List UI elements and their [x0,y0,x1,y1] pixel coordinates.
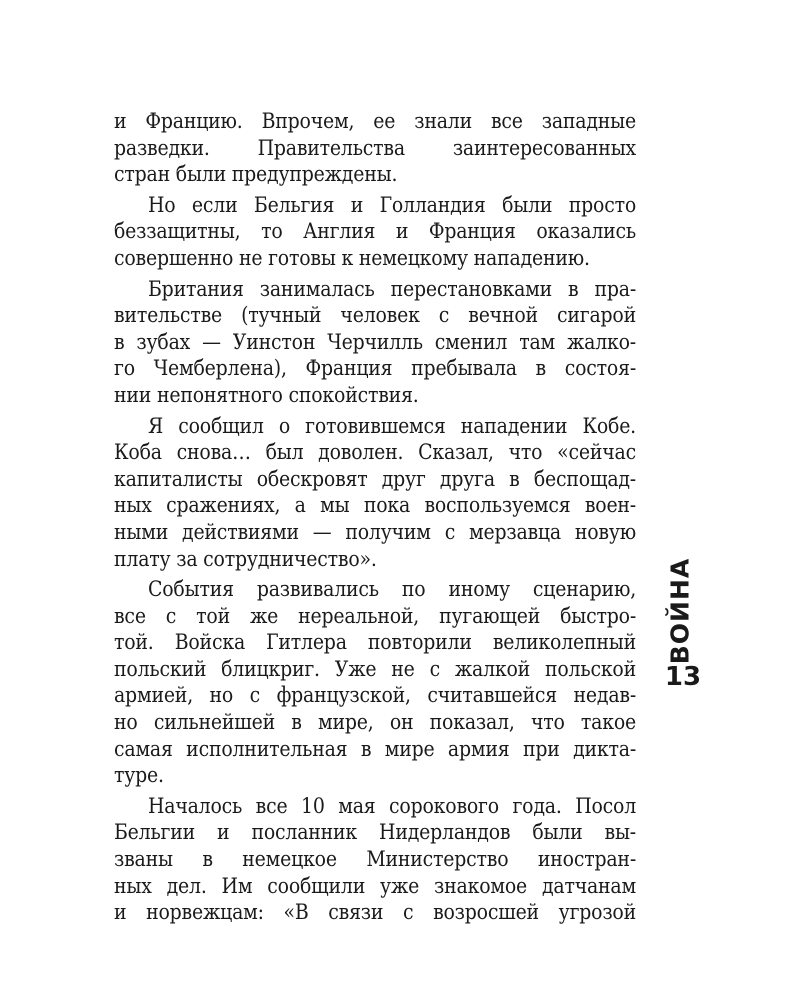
text-line: ных сражениях, а мы пока воспользуемся воен- [114,493,636,518]
text-line: туре. [114,763,164,788]
text-line: капиталисты обескровят друг друга в беспощад- [114,466,636,491]
text-line: Я сообщил о готовившемся нападении Кобе. [148,413,636,438]
text-line: в зубах — Уинстон Черчилль сменил там жалко- [114,329,636,354]
paragraph [114,276,636,409]
text-line: все с той же нереальной, пугающей быстро- [114,603,636,628]
text-line: плату за сотрудничество». [114,546,377,571]
running-head [660,557,700,665]
paragraph [114,413,636,573]
body-text [114,108,636,926]
text-line: и Францию. Впрочем, ее знали все западные [114,109,636,133]
paragraph [114,108,636,188]
text-line: Коба снова… был доволен. Сказал, что «сейчас [114,440,636,465]
running-head-label: ВОЙНА [665,557,695,665]
text-line: разведки. Правительства заинтересованных [114,135,636,160]
text-line: ных дел. Им сообщили уже знакомое датчанам [114,873,636,898]
paragraph [114,793,636,926]
text-line: го Чемберлена), Франция пребывала в состоя- [114,356,636,381]
text-line: Бельгии и посланник Нидерландов были вы- [114,820,636,845]
text-line: польский блицкриг. Уже не с жалкой польской [114,656,636,681]
paragraph [114,576,636,789]
text-line: той. Войска Гитлера повторили великолепный [114,630,636,655]
text-line: совершенно не готовы к немецкому нападению. [114,245,590,270]
text-line: Но если Бельгия и Голландия были просто [148,192,636,217]
text-line: званы в немецкое Министерство иностран- [114,847,636,872]
text-line: беззащитны, то Англия и Франция оказались [114,219,636,244]
text-line: но сильнейшей в мире, он показал, что такое [114,710,636,735]
text-line: стран были предупреждены. [114,162,398,187]
text-line: Британия занималась перестановками в пра- [148,276,636,301]
page-number: 13 [664,662,702,692]
text-line: самая исполнительная в мире армия при дикта- [114,736,636,761]
paragraph [114,192,636,272]
text-line: нии непонятного спокойствия. [114,382,419,407]
text-line: вительстве (тучный человек с вечной сигарой [114,303,636,328]
text-line: Началось все 10 мая сорокового года. Посол [148,793,636,818]
text-line: армией, но с французской, считавшейся недав- [114,683,636,708]
text-line: и норвежцам: «В связи с возросшей угрозой [114,900,636,925]
text-line: ными действиями — получим с мерзавца новую [114,519,636,544]
text-line: События развивались по иному сценарию, [148,577,636,602]
